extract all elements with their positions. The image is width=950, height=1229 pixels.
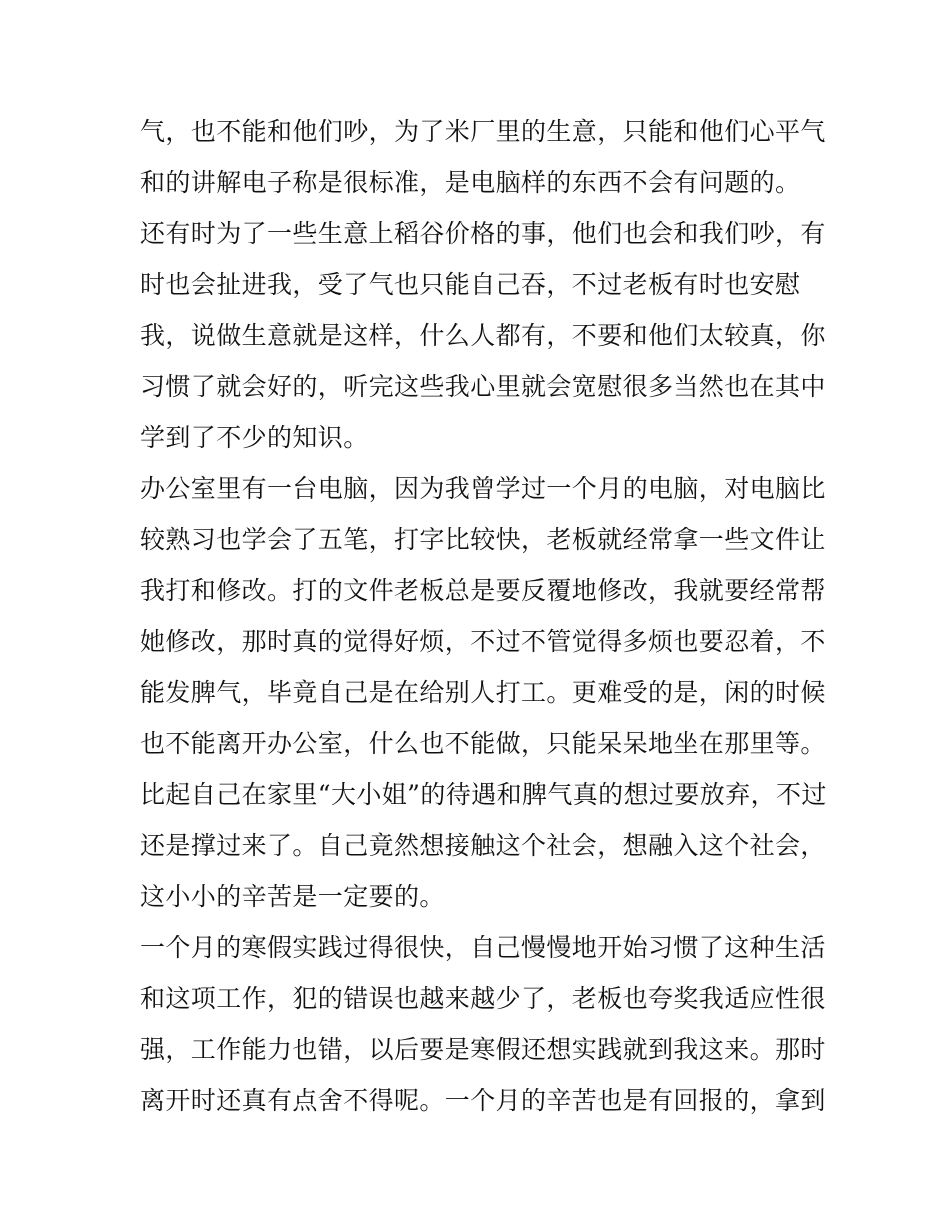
text-line-16: 这小小的辛苦是一定要的。 xyxy=(140,882,445,911)
text-line-6: 习惯了就会好的，听完这些我心里就会宽慰很多当然也在其中 xyxy=(140,372,826,401)
text-line-15: 还是撑过来了。自己竟然想接触这个社会，想融入这个社会， xyxy=(140,831,826,860)
text-line-7: 学到了不少的知识。 xyxy=(140,423,369,452)
text-line-19: 强，工作能力也错，以后要是寒假还想实践就到我这来。那时 xyxy=(140,1035,826,1064)
body-text xyxy=(140,106,827,1126)
text-line-13: 也不能离开办公室，什么也不能做，只能呆呆地坐在那里等。 xyxy=(140,729,826,758)
text-line-14: 比起自己在家里“大小姐”的待遇和脾气真的想过要放弃，不过 xyxy=(140,780,827,809)
text-line-8: 办公室里有一台电脑，因为我曾学过一个月的电脑，对电脑比 xyxy=(140,474,826,503)
text-line-17: 一个月的寒假实践过得很快，自己慢慢地开始习惯了这种生活 xyxy=(140,933,826,962)
text-line-11: 她修改，那时真的觉得好烦，不过不管觉得多烦也要忍着，不 xyxy=(140,627,826,656)
text-line-1: 气，也不能和他们吵，为了米厂里的生意，只能和他们心平气 xyxy=(140,117,826,146)
text-line-20: 离开时还真有点舍不得呢。一个月的辛苦也是有回报的，拿到 xyxy=(140,1086,826,1115)
text-line-2: 和的讲解电子称是很标准，是电脑样的东西不会有问题的。 xyxy=(140,168,801,197)
text-line-4: 时也会扯进我，受了气也只能自己吞，不过老板有时也安慰 xyxy=(140,270,801,299)
text-line-3: 还有时为了一些生意上稻谷价格的事，他们也会和我们吵，有 xyxy=(140,219,826,248)
text-line-9: 较熟习也学会了五笔，打字比较快，老板就经常拿一些文件让 xyxy=(140,525,826,554)
text-line-18: 和这项工作，犯的错误也越来越少了，老板也夸奖我适应性很 xyxy=(140,984,826,1013)
text-line-10: 我打和修改。打的文件老板总是要反覆地修改，我就要经常帮 xyxy=(140,576,826,605)
text-line-12: 能发脾气，毕竟自己是在给别人打工。更难受的是，闲的时候 xyxy=(140,678,826,707)
text-line-5: 我，说做生意就是这样，什么人都有，不要和他们太较真，你 xyxy=(140,321,826,350)
